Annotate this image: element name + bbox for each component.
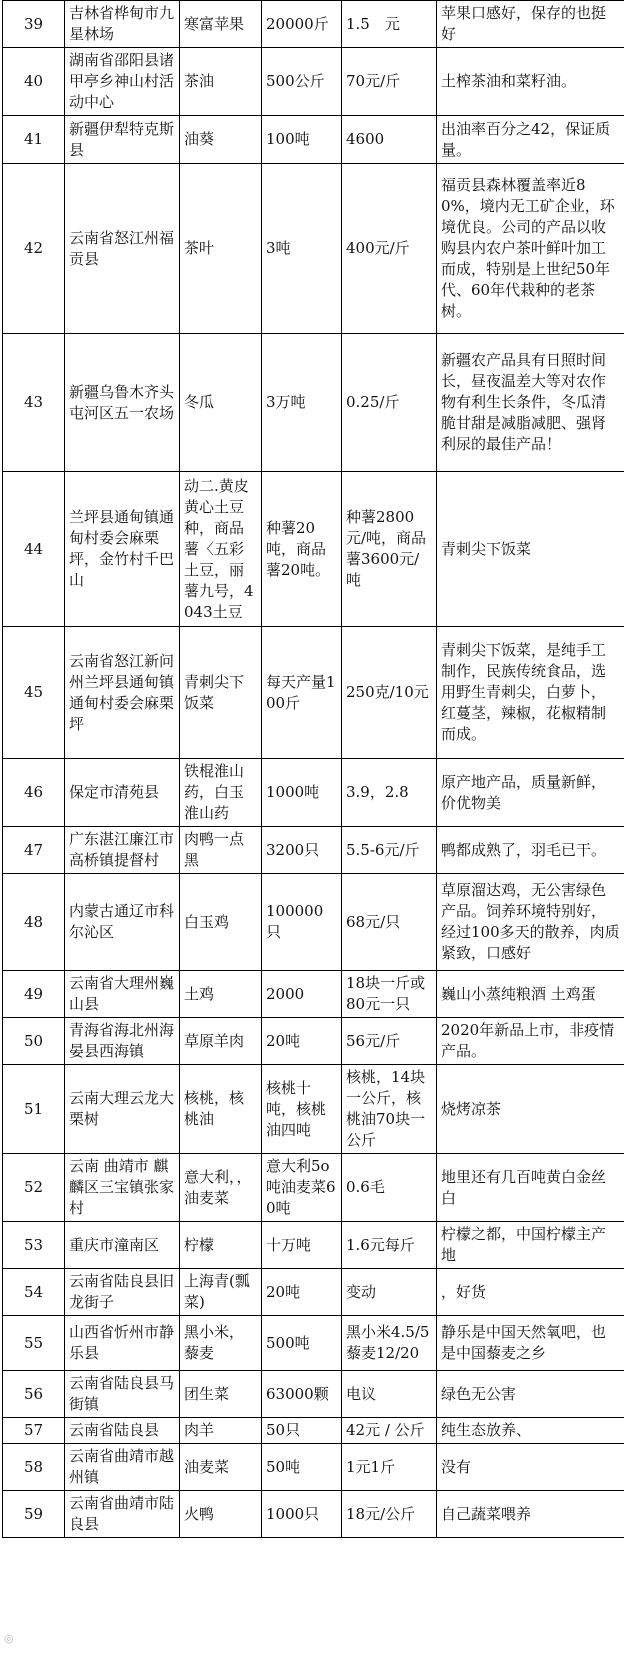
table-row xyxy=(3,1154,625,1222)
location-cell: 新疆伊犁特克斯县 xyxy=(65,116,180,164)
price-cell: 250克/10元 xyxy=(342,627,437,759)
location-cell: 内蒙古通辽市科尔沁区 xyxy=(65,874,180,971)
quantity-cell: 1000吨 xyxy=(262,759,342,827)
quantity-cell: 每天产量100斤 xyxy=(262,627,342,759)
row-number: 46 xyxy=(3,759,65,827)
table-row xyxy=(3,1222,625,1269)
table-row xyxy=(3,874,625,971)
product-cell: 茶叶 xyxy=(180,164,262,334)
product-cell: 动二.黄皮黄心土豆种，商品薯〈五彩土豆，丽薯九号，4043土豆 xyxy=(180,472,262,627)
row-number: 44 xyxy=(3,472,65,627)
quantity-cell: 50吨 xyxy=(262,1444,342,1491)
quantity-cell: 2000 xyxy=(262,971,342,1018)
price-cell: 42元 / 公斤 xyxy=(342,1418,437,1444)
note-cell: 青刺尖下饭菜，是纯手工制作，民族传统食品，选用野生青刺尖，白萝卜，红蔓茎，辣椒，花椒精制而成。 xyxy=(437,627,625,759)
row-number: 50 xyxy=(3,1018,65,1065)
price-cell: 1.6元每斤 xyxy=(342,1222,437,1269)
product-cell: 团生菜 xyxy=(180,1371,262,1418)
quantity-cell: 100000只 xyxy=(262,874,342,971)
price-cell: 56元/斤 xyxy=(342,1018,437,1065)
location-cell: 云南省怒江州福贡县 xyxy=(65,164,180,334)
note-cell: 出油率百分之42，保证质量。 xyxy=(437,116,625,164)
product-cell: 意大利，，油麦菜 xyxy=(180,1154,262,1222)
price-cell: 种薯2800元/吨，商品薯3600元/吨 xyxy=(342,472,437,627)
quantity-cell: 意大利5o吨油麦菜60吨 xyxy=(262,1154,342,1222)
note-cell: 自己蔬菜喂养 xyxy=(437,1491,625,1538)
table-row xyxy=(3,971,625,1018)
price-cell: 18元/公斤 xyxy=(342,1491,437,1538)
row-number: 43 xyxy=(3,334,65,472)
product-cell: 铁棍淮山药，白玉淮山药 xyxy=(180,759,262,827)
price-cell: 400元/斤 xyxy=(342,164,437,334)
price-cell: 68元/只 xyxy=(342,874,437,971)
price-cell: 0.25/斤 xyxy=(342,334,437,472)
location-cell: 广东湛江廉江市高桥镇提督村 xyxy=(65,827,180,874)
row-number: 58 xyxy=(3,1444,65,1491)
row-number: 59 xyxy=(3,1491,65,1538)
note-cell: 2020年新品上市，非疫情产品。 xyxy=(437,1018,625,1065)
location-cell: 保定市清苑县 xyxy=(65,759,180,827)
quantity-cell: 1000只 xyxy=(262,1491,342,1538)
location-cell: 吉林省桦甸市九星林场 xyxy=(65,1,180,48)
table-row xyxy=(3,334,625,472)
note-cell: 草原溜达鸡，无公害绿色产品。饲养环境特别好，经过100多天的散养，肉质紧致，口感好 xyxy=(437,874,625,971)
row-number: 39 xyxy=(3,1,65,48)
quantity-cell: 3万吨 xyxy=(262,334,342,472)
note-cell: 巍山小蒸纯粮酒 土鸡蛋 xyxy=(437,971,625,1018)
row-number: 40 xyxy=(3,48,65,116)
location-cell: 云南省怒江新问州兰坪县通甸镇通甸村委会麻栗坪 xyxy=(65,627,180,759)
location-cell: 云南省大理州巍山县 xyxy=(65,971,180,1018)
location-cell: 云南省曲靖市越州镇 xyxy=(65,1444,180,1491)
table-row xyxy=(3,164,625,334)
location-cell: 云南省曲靖市陆良县 xyxy=(65,1491,180,1538)
note-cell: 纯生态放养、 xyxy=(437,1418,625,1444)
produce-table-page xyxy=(2,0,624,1657)
quantity-cell: 500吨 xyxy=(262,1316,342,1371)
note-cell: 鸭都成熟了，羽毛已干。 xyxy=(437,827,625,874)
location-cell: 云南省陆良县马街镇 xyxy=(65,1371,180,1418)
quantity-cell: 3吨 xyxy=(262,164,342,334)
product-cell: 火鸭 xyxy=(180,1491,262,1538)
product-cell: 肉羊 xyxy=(180,1418,262,1444)
product-cell: 白玉鸡 xyxy=(180,874,262,971)
location-cell: 山西省忻州市静乐县 xyxy=(65,1316,180,1371)
note-cell: 绿色无公害 xyxy=(437,1371,625,1418)
product-cell: 肉鸭一点黑 xyxy=(180,827,262,874)
note-cell: 苹果口感好，保存的也挺好 xyxy=(437,1,625,48)
price-cell: 1.5 元 xyxy=(342,1,437,48)
note-cell: 土榨茶油和菜籽油。 xyxy=(437,48,625,116)
table-row xyxy=(3,1444,625,1491)
quantity-cell: 500公斤 xyxy=(262,48,342,116)
quantity-cell: 3200只 xyxy=(262,827,342,874)
table-row xyxy=(3,472,625,627)
price-cell: 电议 xyxy=(342,1371,437,1418)
location-cell: 云南大理云龙大栗树 xyxy=(65,1065,180,1154)
product-cell: 黑小米，藜麦 xyxy=(180,1316,262,1371)
row-number: 55 xyxy=(3,1316,65,1371)
row-number: 49 xyxy=(3,971,65,1018)
product-cell: 上海青(瓢菜) xyxy=(180,1269,262,1316)
price-cell: 0.6毛 xyxy=(342,1154,437,1222)
table-row xyxy=(3,116,625,164)
note-cell: 地里还有几百吨黄白金丝白 xyxy=(437,1154,625,1222)
row-number: 53 xyxy=(3,1222,65,1269)
price-cell: 3.9，2.8 xyxy=(342,759,437,827)
table-row xyxy=(3,627,625,759)
table-row xyxy=(3,1371,625,1418)
location-cell: 重庆市潼南区 xyxy=(65,1222,180,1269)
quantity-cell: 种薯20吨，商品薯20吨。 xyxy=(262,472,342,627)
note-cell: 福贡县森林覆盖率近80%，境内无工矿企业，环境优良。公司的产品以收购县内农户茶叶鲜叶加工而成，特别是上世纪50年代、60年代栽种的老茶树。 xyxy=(437,164,625,334)
quantity-cell: 100吨 xyxy=(262,116,342,164)
quantity-cell: 十万吨 xyxy=(262,1222,342,1269)
note-cell: 烧烤凉茶 xyxy=(437,1065,625,1154)
row-number: 51 xyxy=(3,1065,65,1154)
table-row xyxy=(3,759,625,827)
quantity-cell: 20吨 xyxy=(262,1269,342,1316)
table-row xyxy=(3,48,625,116)
quantity-cell: 63000颗 xyxy=(262,1371,342,1418)
quantity-cell: 核桃十吨，核桃油四吨 xyxy=(262,1065,342,1154)
price-cell: 黑小米4.5/5藜麦12/20 xyxy=(342,1316,437,1371)
note-cell: 没有 xyxy=(437,1444,625,1491)
row-number: 42 xyxy=(3,164,65,334)
location-cell: 湖南省邵阳县诸甲亭乡神山村活动中心 xyxy=(65,48,180,116)
table-row xyxy=(3,827,625,874)
note-cell: 新疆农产品具有日照时间长，昼夜温差大等对农作物有利生长条件，冬瓜清脆甘甜是减脂减肥、强肾利尿的最佳产品！ xyxy=(437,334,625,472)
location-cell: 云南 曲靖市 麒麟区三宝镇张家村 xyxy=(65,1154,180,1222)
row-number: 47 xyxy=(3,827,65,874)
product-cell: 柠檬 xyxy=(180,1222,262,1269)
row-number: 56 xyxy=(3,1371,65,1418)
product-cell: 核桃，核桃油 xyxy=(180,1065,262,1154)
note-cell: 青刺尖下饭菜 xyxy=(437,472,625,627)
table-row xyxy=(3,1316,625,1371)
quantity-cell: 20吨 xyxy=(262,1018,342,1065)
product-cell: 茶油 xyxy=(180,48,262,116)
quantity-cell: 50只 xyxy=(262,1418,342,1444)
table-row xyxy=(3,1018,625,1065)
location-cell: 青海省海北州海晏县西海镇 xyxy=(65,1018,180,1065)
product-cell: 寒富苹果 xyxy=(180,1,262,48)
weibo-watermark-icon: ◎ xyxy=(4,1632,14,1645)
table-row xyxy=(3,1065,625,1154)
price-cell: 5.5-6元/斤 xyxy=(342,827,437,874)
price-cell: 1元1斤 xyxy=(342,1444,437,1491)
product-cell: 冬瓜 xyxy=(180,334,262,472)
product-cell: 土鸡 xyxy=(180,971,262,1018)
note-cell: ，好货 xyxy=(437,1269,625,1316)
quantity-cell: 20000斤 xyxy=(262,1,342,48)
location-cell: 云南省陆良县 xyxy=(65,1418,180,1444)
product-cell: 油麦菜 xyxy=(180,1444,262,1491)
location-cell: 兰坪县通甸镇通甸村委会麻栗坪，金竹村千巴山 xyxy=(65,472,180,627)
table-row xyxy=(3,1491,625,1538)
table-row xyxy=(3,1418,625,1444)
price-cell: 70元/斤 xyxy=(342,48,437,116)
row-number: 41 xyxy=(3,116,65,164)
price-cell: 变动 xyxy=(342,1269,437,1316)
product-cell: 青刺尖下饭菜 xyxy=(180,627,262,759)
product-cell: 草原羊肉 xyxy=(180,1018,262,1065)
row-number: 54 xyxy=(3,1269,65,1316)
price-cell: 核桃，14块一公斤，核桃油70块一公斤 xyxy=(342,1065,437,1154)
note-cell: 静乐是中国天然氧吧，也是中国藜麦之乡 xyxy=(437,1316,625,1371)
location-cell: 新疆乌鲁木齐头屯河区五一农场 xyxy=(65,334,180,472)
note-cell: 柠檬之都，中国柠檬主产地 xyxy=(437,1222,625,1269)
table-row xyxy=(3,1269,625,1316)
row-number: 48 xyxy=(3,874,65,971)
produce-table xyxy=(2,0,624,1538)
price-cell: 4600 xyxy=(342,116,437,164)
location-cell: 云南省陆良县旧龙街子 xyxy=(65,1269,180,1316)
product-cell: 油葵 xyxy=(180,116,262,164)
table-row xyxy=(3,1,625,48)
row-number: 57 xyxy=(3,1418,65,1444)
row-number: 52 xyxy=(3,1154,65,1222)
note-cell: 原产地产品，质量新鲜，价优物美 xyxy=(437,759,625,827)
row-number: 45 xyxy=(3,627,65,759)
price-cell: 18块一斤或80元一只 xyxy=(342,971,437,1018)
